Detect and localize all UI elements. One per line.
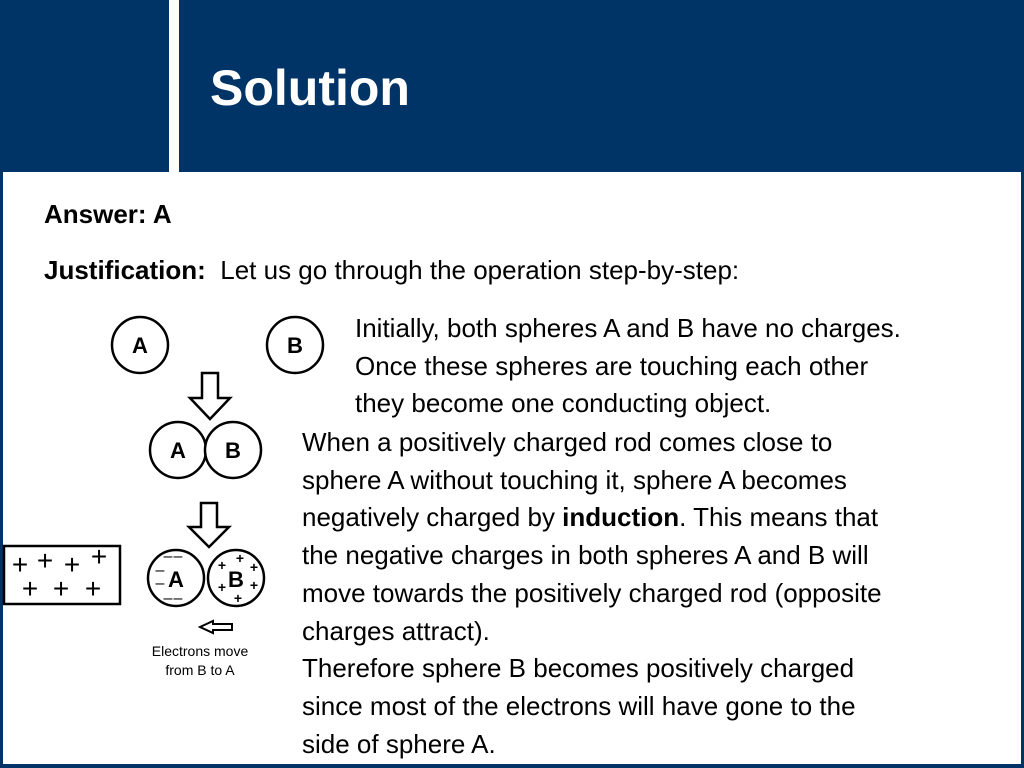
plus-sign: + (90, 541, 108, 572)
induction-term: induction (562, 502, 680, 533)
plus-sign: + (217, 557, 227, 573)
electron-caption-line2: from B to A (165, 662, 235, 678)
paragraph1-line: Initially, both spheres A and B have no charges. (355, 313, 901, 343)
paragraph1-line: they become one conducting object. (355, 388, 772, 419)
minus-sign: – (173, 548, 183, 565)
plus-sign: + (249, 559, 259, 575)
paragraph2-line: When a positively charged rod comes close to (302, 427, 833, 457)
down-arrow-icon (189, 503, 229, 547)
paragraph2-line: sphere A without touching it, sphere A becomes (302, 464, 847, 495)
left-arrow-icon (200, 621, 232, 633)
plus-sign: + (84, 573, 102, 604)
plus-sign: + (63, 549, 81, 580)
answer-text: Answer: A (44, 199, 172, 229)
paragraph2-line: Therefore sphere B becomes positively charged (302, 653, 855, 684)
plus-sign: + (11, 549, 29, 580)
sphere-a-label: A (168, 567, 184, 592)
minus-sign: – (163, 548, 173, 565)
sphere-a-label: A (170, 438, 186, 463)
page-title: Solution (210, 60, 410, 116)
down-arrow-icon (190, 373, 230, 419)
plus-sign: + (36, 545, 54, 576)
paragraph2-line: side of sphere A. (302, 728, 496, 759)
minus-sign: – (155, 562, 165, 579)
paragraph2-line: charges attract). (302, 615, 490, 646)
plus-sign: + (21, 573, 39, 604)
paragraph2-line3-pre: negatively charged by (302, 502, 563, 533)
plus-sign: + (235, 550, 245, 566)
sphere-b-label: B (225, 438, 241, 463)
justification-text: Let us go through the operation step-by-step: (220, 255, 740, 285)
sphere-b-label: B (287, 333, 303, 358)
plus-sign: + (52, 573, 70, 604)
sphere-a-label: A (132, 333, 148, 358)
plus-sign: + (217, 579, 227, 595)
paragraph2-line: since most of the electrons will have gone to the (302, 690, 856, 721)
paragraph2-line3-post: . This means that (679, 502, 879, 533)
plus-sign: + (249, 577, 259, 593)
minus-sign: – (155, 575, 165, 592)
justification-label: Justification: (44, 255, 206, 285)
minus-sign: – (163, 590, 173, 607)
sphere-b-label: B (228, 567, 244, 592)
paragraph2-line: move towards the positively charged rod (opposite (302, 577, 882, 608)
paragraph2-line: the negative charges in both spheres A and B will (302, 540, 869, 571)
electron-caption-line1: Electrons move (151, 643, 249, 659)
minus-sign: – (173, 590, 183, 607)
plus-sign: + (233, 590, 243, 606)
paragraph1-line: Once these spheres are touching each other (355, 350, 869, 381)
